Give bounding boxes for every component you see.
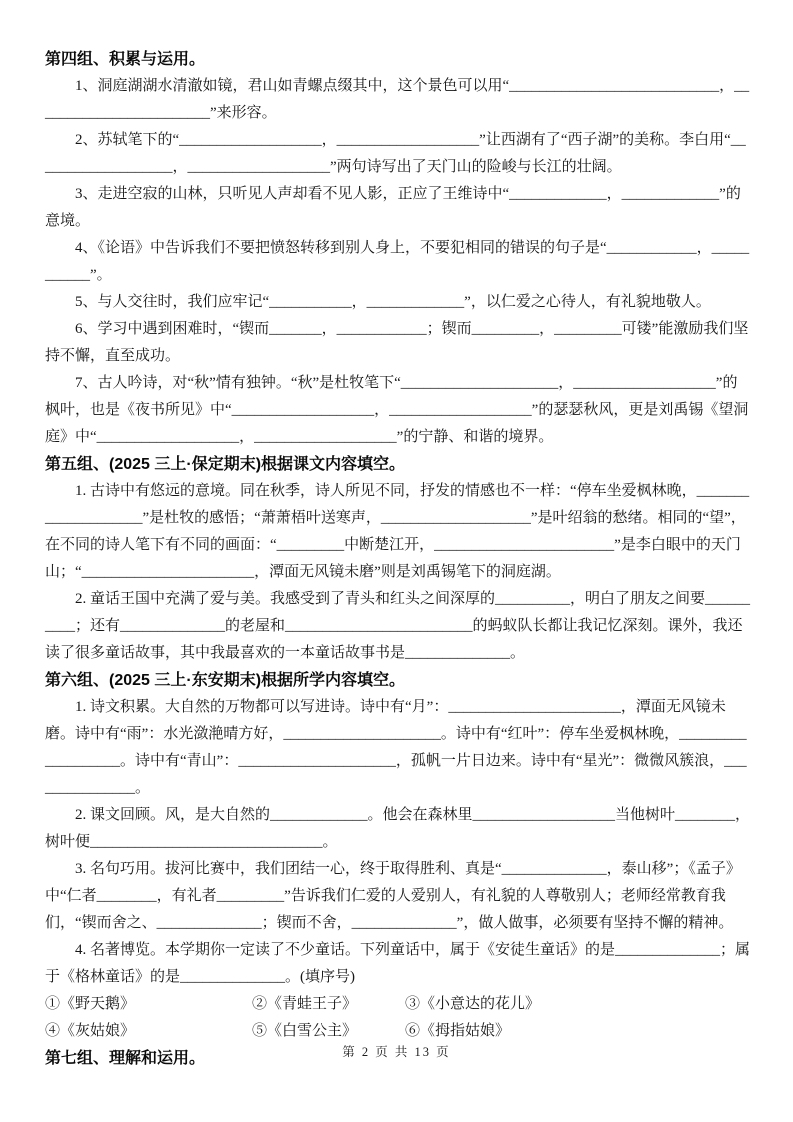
section6-item-3: 3. 名句巧用。拔河比赛中，我们团结一心，终于取得胜利、真是“______________，泰山移”；《孟子》中“仁者________，有礼者_________”告诉我们仁爱的人爱别人，有礼貌的人尊敬别人；老师经常教育我们，“锲而舍之、______________；锲而不舍，______________”，做人做事，必须要有坚持不懈的精神。: [45, 861, 741, 931]
section6-item-2: 2. 课文回顾。风，是大自然的_____________。他会在森林里___________________当他树叶________，树叶便_______________________________。: [45, 807, 751, 850]
fairy-tale-options-row-1: [45, 991, 751, 1018]
section5-heading: 第五组、(2025 三上·保定期末)根据课文内容填空。: [45, 456, 406, 473]
option-3-little-idas-flowers: ③《小意达的花儿》: [405, 996, 541, 1012]
page-number-footer: 第 2 页 共 13 页: [342, 1045, 451, 1059]
section4-item-6: 6、学习中遇到困难时，“锲而_______，____________；锲而_________，_________可镂”能激励我们坚持不懈，直至成功。: [45, 321, 749, 364]
section4-item-1: 1、洞庭湖湖水清澈如镜，君山如青螺点缀其中，这个景色可以用“____________________________，________________________”来形容。: [45, 78, 750, 121]
section4-item-5: 5、与人交往时，我们应牢记“___________，_____________”，以仁爱之心待人，有礼貌地敬人。: [75, 294, 711, 310]
section6-heading: 第六组、(2025 三上·东安期末)根据所学内容填空。: [45, 672, 406, 689]
fairy-tale-options-row-2: [45, 1018, 751, 1045]
option-2-frog-prince: ②《青蛙王子》: [252, 996, 358, 1012]
section4-item-7: 7、古人吟诗，对“秋”情有独钟。“秋”是杜牧笔下“_____________________，___________________”的枫叶，也是《夜书所见》中“___________________，___________________”的瑟瑟秋风，更是刘禹锡《望洞庭》中“___________________，___________________”的宁静、和谐的境界。: [45, 375, 749, 445]
section6-item-4: 4. 名著博览。本学期你一定读了不少童话。下列童话中，属于《安徒生童话》的是______________；属于《格林童话》的是______________。(填序号): [45, 942, 751, 985]
section4-item-3: 3、走进空寂的山林，只听见人声却看不见人影，正应了王维诗中“_____________，_____________”的意境。: [45, 186, 741, 229]
option-1-wild-swans: ①《野天鹅》: [45, 996, 136, 1012]
section6-item-1: 1. 诗文积累。大自然的万物都可以写进诗。诗中有“月”：_______________________，潭面无风镜未磨。诗中有“雨”：水光潋滟晴方好，_____________________。诗中有“红叶”：停车坐爱枫林晚，___________________。诗中有“青山”：_____________________，孤帆一片日边来。诗中有“星光”：微微风簇浪，_______________。: [45, 699, 747, 796]
option-5-snow-white: ⑤《白雪公主》: [252, 1023, 358, 1039]
section4-heading: 第四组、积累与运用。: [45, 51, 206, 68]
section7-heading: 第七组、理解和运用。: [45, 1050, 206, 1067]
section4-item-2: 2、苏轼笔下的“___________________，___________________”让西湖有了“西子湖”的美称。李白用“___________________，___________________”两句诗写出了天门山的险峻与长江的壮阔。: [45, 132, 746, 175]
section5-item-1: 1. 古诗中有悠远的意境。同在秋季，诗人所见不同，抒发的情感也不一样：“停车坐爱枫林晚，____________________”是杜牧的感悟；“萧萧梧叶送寒声，____________________”是叶绍翁的愁绪。相同的“望”，在不同的诗人笔下有不同的画面：“_________中断楚江开，________________________”是李白眼中的天门山；“_______________________，潭面无风镜未磨”则是刘禹锡笔下的洞庭湖。: [45, 483, 750, 580]
section4-item-4: 4、《论语》中告诉我们不要把愤怒转移到别人身上，不要犯相同的错误的句子是“____________，___________”。: [45, 240, 750, 283]
option-4-cinderella: ④《灰姑娘》: [45, 1023, 136, 1039]
option-6-thumbelina: ⑥《拇指姑娘》: [405, 1023, 511, 1039]
section5-item-2: 2. 童话王国中充满了爱与美。我感受到了青头和红头之间深厚的__________，明白了朋友之间要__________；还有______________的老屋和_________________________的蚂蚁队长都让我记忆深刻。课外，我还读了很多童话故事，其中我最喜欢的一本童话故事书是______________。: [45, 591, 751, 661]
